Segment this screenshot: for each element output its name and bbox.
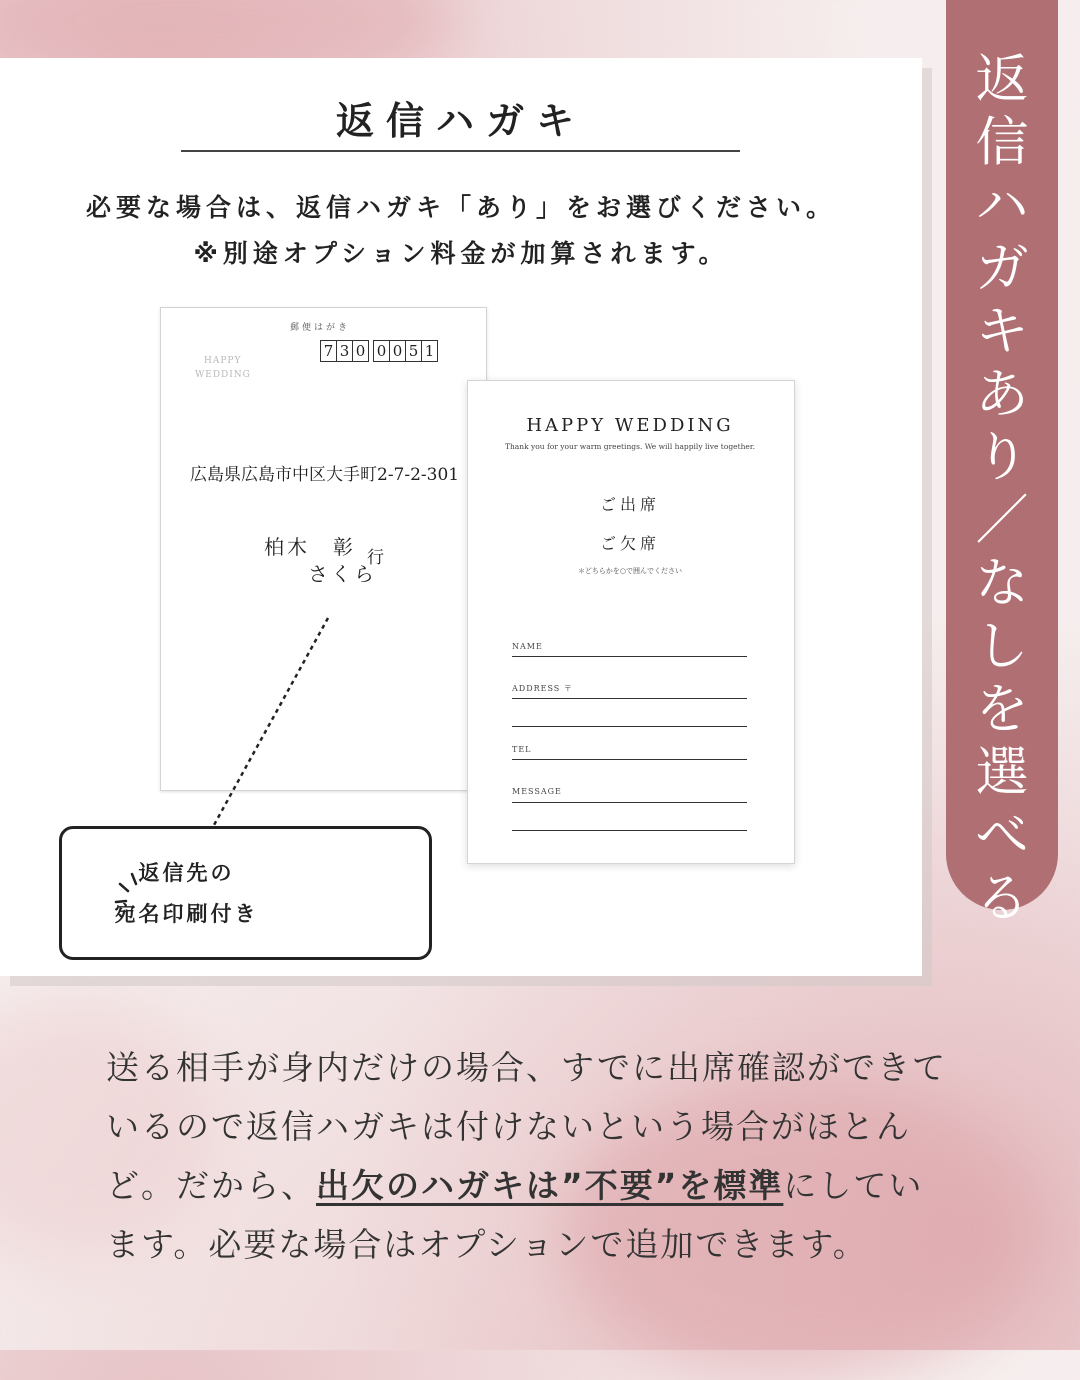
field-line [512,698,747,699]
reply-card-title: HAPPY WEDDING [526,415,734,436]
attend-option: ご出席 [599,495,660,514]
callout-pointer-line [200,610,340,830]
paragraph-line-4: ます。必要な場合はオプションで追加できます。 [106,1225,868,1264]
zip-digit: 7 [320,340,337,362]
paragraph-line-2: いるので返信ハガキは付けないという場合がほとん [106,1107,911,1146]
recipient-suffix: 行 [367,548,384,568]
field-line [512,656,747,657]
faint-logo-line1: HAPPY [204,356,242,366]
page-title: 返信ハガキ [335,99,586,143]
zip-digit: 3 [336,340,353,362]
field-line [512,759,747,760]
reply-card-subtitle: Thank you for your warm greetings. We will happily live together. [504,442,756,451]
field-label-name: NAME [512,642,543,651]
absent-option: ご欠席 [599,534,660,553]
zip-code-boxes [321,340,438,362]
callout-line-2: 宛名印刷付き [114,902,259,926]
field-line [512,726,747,727]
paragraph-line-3: ど。だから、出欠のハガキは”不要”を標準にしてい [106,1166,924,1205]
field-line [512,802,747,803]
field-label-tel: TEL [512,745,532,754]
emphasis-text: 出欠のハガキは”不要”を標準 [316,1166,784,1205]
attendance-note: ＊どちらかを○で囲んでください [577,567,683,575]
field-label-address: ADDRESS 〒 [512,684,573,693]
recipient-address: 広島県広島市中区大手町2-7-2-301 [190,465,460,485]
zip-digit: 5 [405,340,422,362]
side-tab-text: 返 信 ハ ガ キ あ り ／ な し を 選 べ る [975,49,1029,929]
zip-digit: 0 [352,340,369,362]
field-label-message: MESSAGE [512,787,562,796]
faint-logo-line2: WEDDING [195,370,251,380]
field-line [512,830,747,831]
recipient-name-line2: さくら [308,562,377,586]
paragraph-line-1: 送る相手が身内だけの場合、すでに出席確認ができて [106,1048,947,1087]
zip-digit: 0 [373,340,390,362]
intro-line-2: ※別途オプション料金が加算されます。 [193,239,729,268]
title-divider [181,150,740,152]
recipient-name-line1: 柏木 彰 [264,535,356,559]
callout-line-1: 返信先の [138,861,235,885]
stamp-label: 郵便はがき [290,323,351,333]
zip-digit: 1 [421,340,438,362]
zip-digit: 0 [389,340,406,362]
intro-line-1: 必要な場合は、返信ハガキ「あり」をお選びください。 [85,193,836,222]
